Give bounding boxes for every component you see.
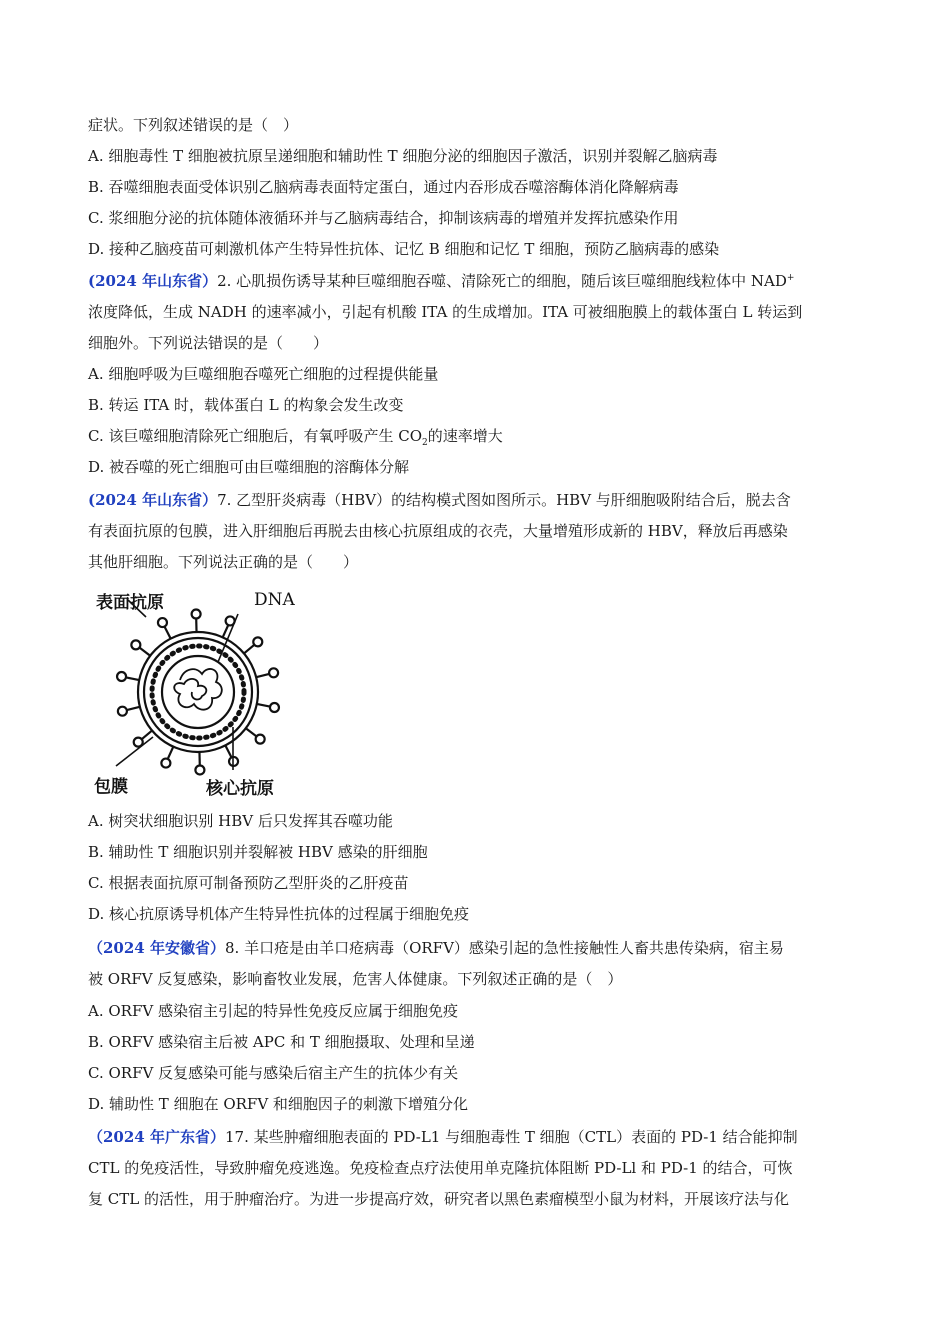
surface-antigen-knob bbox=[161, 759, 170, 768]
surface-antigen-knob bbox=[117, 672, 126, 681]
option-b: B. ORFV 感染宿主后被 APC 和 T 细胞摄取、处理和呈递 bbox=[88, 1033, 475, 1051]
surface-antigen-knob bbox=[270, 703, 279, 712]
question-2-line-2: 浓度降低，生成 NADH 的速率减小，引起有机酸 ITA 的生成增加。ITA 可被细胞膜上的载体蛋白 L 转运到 bbox=[88, 303, 803, 321]
option-text: 的速率增大 bbox=[427, 427, 503, 445]
question-text: 7. 乙型肝炎病毒（HBV）的结构模式图如图所示。HBV 与肝细胞吸附结合后，脱去含 bbox=[217, 491, 791, 509]
question-7-line-1 bbox=[88, 490, 868, 510]
option-text: C. 该巨噬细胞清除死亡细胞后，有氧呼吸产生 CO bbox=[88, 427, 423, 445]
core-antigen-label: 核心抗原 bbox=[206, 779, 274, 799]
dna-label: DNA bbox=[254, 590, 295, 610]
hbv-diagram bbox=[88, 582, 328, 802]
surface-antigen-spike bbox=[225, 745, 231, 757]
surface-antigen-spike bbox=[257, 704, 271, 707]
question-2-line-3: 细胞外。下列说法错误的是（ ） bbox=[88, 334, 329, 352]
surface-antigen-spike bbox=[244, 644, 255, 653]
surface-antigen-spike bbox=[246, 728, 257, 736]
surface-antigen-knob bbox=[118, 707, 127, 716]
surface-antigen-spike bbox=[164, 626, 170, 638]
surface-antigen-knob bbox=[253, 637, 262, 646]
question-17-line-3: 复 CTL 的活性，用于肿瘤治疗。为进一步提高疗效，研究者以黑色素瘤模型小鼠为材料，开展该疗法与化 bbox=[88, 1190, 789, 1208]
option-c bbox=[88, 426, 868, 446]
option-d: D. 被吞噬的死亡细胞可由巨噬细胞的溶酶体分解 bbox=[88, 458, 410, 476]
surface-antigen-spike bbox=[125, 677, 139, 680]
option-b: B. 辅助性 T 细胞识别并裂解被 HBV 感染的肝细胞 bbox=[88, 843, 428, 861]
surface-antigen-knob bbox=[195, 765, 204, 774]
option-c: C. 根据表面抗原可制备预防乙型肝炎的乙肝疫苗 bbox=[88, 874, 409, 892]
question-7-line-3: 其他肝细胞。下列说法正确的是（ ） bbox=[88, 553, 359, 571]
surface-antigen-spike bbox=[223, 625, 229, 638]
envelope-label: 包膜 bbox=[94, 777, 128, 797]
subscript: 2 bbox=[422, 438, 428, 448]
surface-antigen-knob bbox=[269, 668, 278, 677]
option-a: A. 细胞呼吸为巨噬细胞吞噬死亡细胞的过程提供能量 bbox=[88, 365, 439, 383]
question-text: 17. 某些肿瘤细胞表面的 PD-L1 与细胞毒性 T 细胞（CTL）表面的 PD-1 结合能抑制 bbox=[224, 1128, 798, 1146]
surface-antigen-spike bbox=[168, 747, 174, 760]
surface-antigen-spike bbox=[139, 647, 150, 655]
option-d: D. 核心抗原诱导机体产生特异性抗体的过程属于细胞免疫 bbox=[88, 905, 470, 923]
option-a: A. ORFV 感染宿主引起的特异性免疫反应属于细胞免疫 bbox=[88, 1002, 458, 1020]
question-text: 2. 心肌损伤诱导某种巨噬细胞吞噬、清除死亡的细胞，随后该巨噬细胞线粒体中 NAD bbox=[217, 272, 787, 290]
surface-antigen-knob bbox=[192, 610, 201, 619]
option-c: C. ORFV 反复感染可能与感染后宿主产生的抗体少有关 bbox=[88, 1064, 459, 1082]
superscript: + bbox=[786, 273, 795, 283]
option-d: D. 接种乙脑疫苗可刺激机体产生特异性抗体、记忆 B 细胞和记忆 T 细胞，预防乙脑病毒的感染 bbox=[88, 240, 720, 258]
option-c: C. 浆细胞分泌的抗体随体液循环并与乙脑病毒结合，抑制该病毒的增殖并发挥抗感染作用 bbox=[88, 209, 679, 227]
question-text: 8. 羊口疮是由羊口疮病毒（ORFV）感染引起的急性接触性人畜共患传染病，宿主易 bbox=[224, 939, 784, 957]
question-stem-tail: 症状。下列叙述错误的是（ ） bbox=[88, 116, 299, 134]
question-7-line-2: 有表面抗原的包膜，进入肝细胞后再脱去由核心抗原组成的衣壳，大量增殖形成新的 HBV，释放后再感染 bbox=[88, 522, 788, 540]
option-b: B. 转运 ITA 时，载体蛋白 L 的构象会发生改变 bbox=[88, 396, 404, 414]
option-d: D. 辅助性 T 细胞在 ORFV 和细胞因子的刺激下增殖分化 bbox=[88, 1095, 468, 1113]
option-a: A. 树突状细胞识别 HBV 后只发挥其吞噬功能 bbox=[88, 812, 393, 830]
surface-antigen-spike bbox=[126, 707, 140, 710]
surface-antigen-spike bbox=[256, 674, 270, 677]
question-source: （2024 年广东省） bbox=[88, 1128, 225, 1146]
question-source: (2024 年山东省） bbox=[88, 491, 218, 509]
surface-antigen-knob bbox=[131, 640, 140, 649]
option-a: A. 细胞毒性 T 细胞被抗原呈递细胞和辅助性 T 细胞分泌的细胞因子激活，识别并裂解乙脑病毒 bbox=[88, 147, 718, 165]
question-17-line-2: CTL 的免疫活性，导致肿瘤免疫逃逸。免疫检查点疗法使用单克隆抗体阻断 PD-Ll 和 PD-1 的结合，可恢 bbox=[88, 1159, 793, 1177]
surface-antigen-knob bbox=[256, 735, 265, 744]
question-8-line-2: 被 ORFV 反复感染，影响畜牧业发展，危害人体健康。下列叙述正确的是（ ） bbox=[88, 970, 623, 988]
question-source: (2024 年山东省） bbox=[88, 272, 218, 290]
option-b: B. 吞噬细胞表面受体识别乙脑病毒表面特定蛋白，通过内吞形成吞噬溶酶体消化降解病毒 bbox=[88, 178, 679, 196]
surface-antigen-label: 表面抗原 bbox=[96, 593, 164, 613]
surface-antigen-knob bbox=[158, 618, 167, 627]
hbv-structure-figure bbox=[88, 582, 328, 802]
question-17-line-1 bbox=[88, 1127, 868, 1147]
question-8-line-1 bbox=[88, 938, 868, 958]
question-source: （2024 年安徽省） bbox=[88, 939, 225, 957]
question-2-line-1 bbox=[88, 271, 868, 291]
